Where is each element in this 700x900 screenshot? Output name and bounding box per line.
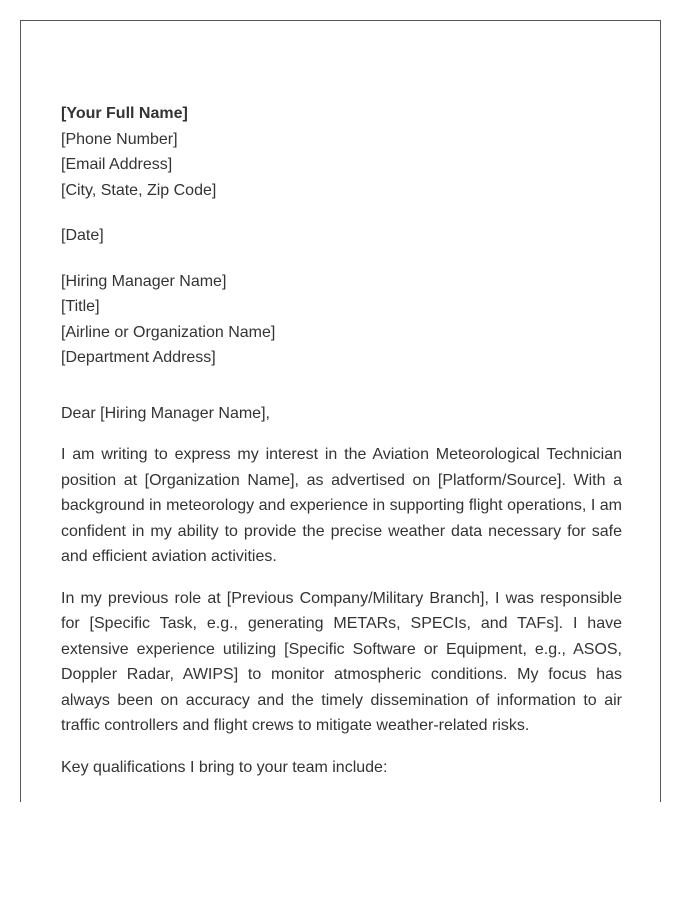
recipient-name: [Hiring Manager Name] (61, 272, 227, 290)
sender-block (61, 101, 622, 203)
body-paragraph-1: I am writing to express my interest in the Aviation Meteorological Technician position at [Organization Name], as advertised on [Platform/Source]. With a background in meteorology and experience in supporting flight operations, I am confident in my ability to provide the precise weather data necessary for safe and efficient aviation activities. (61, 446, 622, 565)
sender-name: [Your Full Name] (61, 105, 188, 122)
sender-location: [City, State, Zip Code] (61, 181, 217, 199)
recipient-block (61, 269, 622, 371)
date-block (61, 223, 622, 249)
recipient-organization: [Airline or Organization Name] (61, 323, 276, 341)
letter-page (20, 20, 661, 802)
salutation: Dear [Hiring Manager Name], (61, 404, 270, 422)
letter-content (61, 101, 622, 780)
body-paragraph-2: In my previous role at [Previous Company/Military Branch], I was responsible for [Specific Task, e.g., generating METARs, SPECIs, and TAFs]. I have extensive experience utilizing [Specific Software or Equipment, e.g., ASOS, Doppler Radar, AWIPS] to monitor atmospheric conditions. My focus has always been on accuracy and the timely dissemination of information to air traffic controllers and flight crews to mitigate weather-related risks. (61, 589, 622, 734)
recipient-address: [Department Address] (61, 349, 216, 366)
body-paragraph-3: Key qualifications I bring to your team include: (61, 758, 388, 776)
letter-date: [Date] (61, 227, 104, 244)
sender-email: [Email Address] (61, 156, 173, 173)
sender-phone: [Phone Number] (61, 130, 178, 148)
recipient-title: [Title] (61, 298, 100, 315)
salutation-block (61, 401, 622, 427)
